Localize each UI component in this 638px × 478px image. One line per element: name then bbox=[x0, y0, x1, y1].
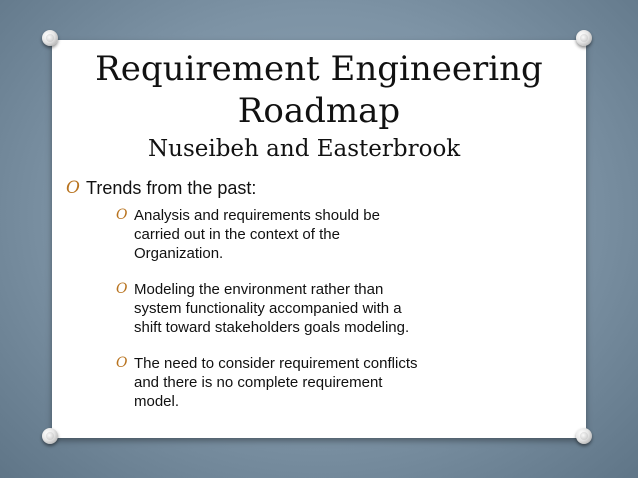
slide-title-line: Roadmap bbox=[237, 91, 401, 131]
sub-bullet-text bbox=[134, 280, 534, 337]
sub-bullet-line: model. bbox=[134, 393, 180, 410]
pushpin-top-left-icon bbox=[42, 30, 58, 46]
sub-bullet-line: Analysis and requirements should be bbox=[134, 207, 380, 224]
bullet-marker-icon: O bbox=[116, 281, 128, 297]
sub-bullet bbox=[116, 354, 534, 411]
sub-bullet-line: carried out in the context of the bbox=[134, 226, 340, 243]
sub-bullet bbox=[116, 280, 534, 337]
sub-bullet-line: The need to consider requirement conflicts bbox=[134, 355, 418, 372]
sub-bullet bbox=[116, 206, 534, 263]
sub-bullet-text bbox=[134, 206, 534, 263]
slide-title bbox=[52, 48, 586, 132]
sub-bullet-line: Organization. bbox=[134, 245, 224, 262]
pushpin-top-right-icon bbox=[576, 30, 592, 46]
sub-bullet-line: Modeling the environment rather than bbox=[134, 281, 384, 298]
sub-bullet-line: system functionality accompanied with a bbox=[134, 300, 402, 317]
main-bullet bbox=[66, 176, 536, 200]
sub-bullet-text bbox=[134, 354, 534, 411]
bullet-marker-icon: O bbox=[116, 355, 128, 371]
bullet-marker-icon: O bbox=[116, 207, 128, 223]
main-bullet-text: Trends from the past: bbox=[86, 178, 257, 198]
sub-bullet-line: and there is no complete requirement bbox=[134, 374, 383, 391]
slide-subtitle: Nuseibeh and Easterbrook bbox=[148, 136, 461, 162]
slide-title-line: Requirement Engineering bbox=[95, 49, 543, 89]
bullet-marker-icon: O bbox=[66, 178, 80, 198]
pushpin-bottom-right-icon bbox=[576, 428, 592, 444]
sub-bullet-line: shift toward stakeholders goals modeling. bbox=[134, 319, 410, 336]
pushpin-bottom-left-icon bbox=[42, 428, 58, 444]
